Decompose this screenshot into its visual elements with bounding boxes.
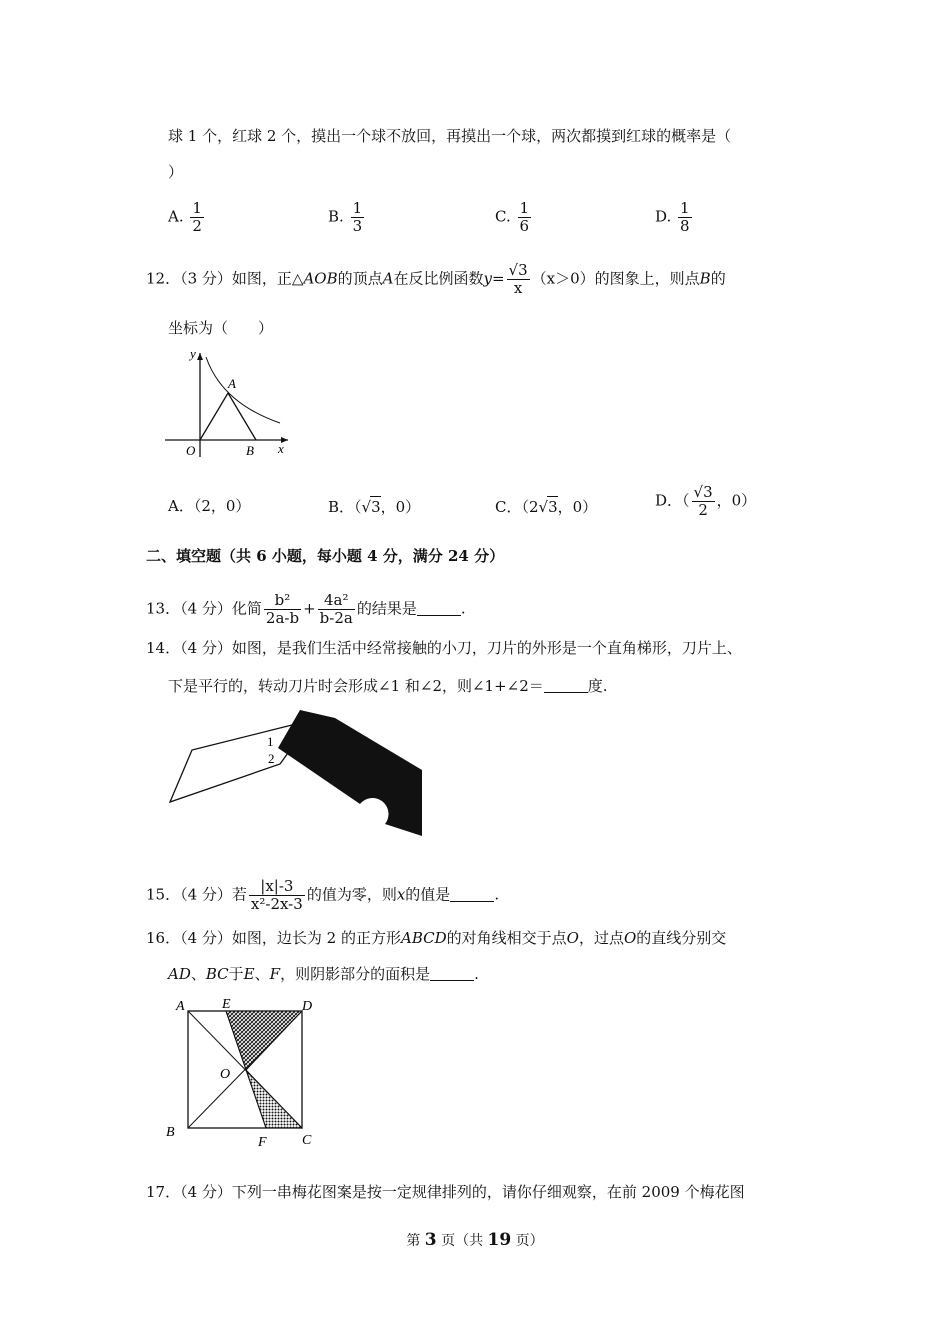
q12-fig-label-o: O [186,443,196,458]
q16-line2: AD、BC于E、F，则阴影部分的面积是 . [168,965,479,983]
q16-fig-label-a: A [176,999,185,1014]
page-number: 3 [424,1230,437,1250]
q16-fig-label-d: D [302,999,313,1014]
page-footer: 第 3 页（共 19 页） [406,1230,544,1250]
q16-answer-blank[interactable] [430,966,474,981]
q12-option-c[interactable]: C．（2√3，0） [495,498,598,516]
q14-knife-figure [160,706,430,838]
page-total: 19 [487,1230,512,1250]
q16-fig-label-e: E [222,997,231,1012]
q14-angle-1-label: 1 [267,734,274,749]
q14-answer-blank[interactable] [544,678,588,693]
q14-line1: 14．（4 分）如图，是我们生活中经常接触的小刀，刀片的外形是一个直角梯形，刀片上、 [146,639,742,657]
q12-figure [160,345,300,463]
q12-fig-label-y: y [190,346,196,361]
q14-angle-2-label: 2 [268,751,275,766]
q15-answer-blank[interactable] [450,887,494,902]
q11-option-c[interactable]: C. $\frac{1}{6}$ [495,199,530,235]
q12-option-d[interactable]: D．（ $\frac{√3}{2}$ ，0） [655,483,757,519]
q16-fig-label-c: C [302,1133,312,1148]
q12-option-a[interactable]: A．（2，0） [168,497,251,515]
q13-answer-blank[interactable] [417,601,461,616]
q12-line2: 坐标为（ ） [168,319,274,337]
q11-option-a[interactable]: A. $\frac{1}{2}$ [168,199,202,235]
q11-option-d[interactable]: D. $\frac{1}{8}$ [655,199,690,235]
q12-line1: 12．（3 分）如图，正△AOB的顶点A在反比例函数y= $\frac{√3}{x}$ （x＞0）的图象上，则点B的 [146,261,726,297]
q13-line: 13．（4 分）化简 $\frac{\text{b²}}{2a-b}$ + $\frac{\text{4a²}}{b-2a}$ 的结果是 . [146,591,466,627]
q17-line1: 17．（4 分）下列一串梅花图案是按一定规律排列的，请你仔细观察，在前 2009 个梅花图 [146,1183,745,1201]
q12-fig-label-a: A [228,376,236,391]
q16-fig-label-o: O [220,1067,231,1082]
section-fill-in-title: 二、填空题（共 6 小题，每小题 4 分，满分 24 分） [146,547,505,565]
q11-line2: ） [168,163,184,181]
q11-option-b[interactable]: B. $\frac{1}{3}$ [328,199,363,235]
q12-fig-label-x: x [278,441,284,456]
q16-line1: 16．（4 分）如图，边长为 2 的正方形ABCD的对角线相交于点O，过点O的直线分别交 [146,929,727,947]
q15-line: 15．（4 分）若 $\frac{|x|-3}{\text{x²-2x-3}}$ 的值为零，则x的值是 . [146,877,500,913]
q12-fig-label-b: B [246,443,254,458]
q14-line2: 下是平行的，转动刀片时会形成∠1 和∠2，则∠1+∠2＝ 度. [168,677,608,695]
q11-line1: 球 1 个，红球 2 个，摸出一个球不放回，再摸出一个球，两次都摸到红球的概率是（ [168,127,732,145]
q16-square-figure [160,994,320,1154]
q12-option-b[interactable]: B．（√3，0） [328,498,421,516]
q16-fig-label-b: B [166,1125,175,1140]
q16-fig-label-f: F [258,1135,267,1150]
